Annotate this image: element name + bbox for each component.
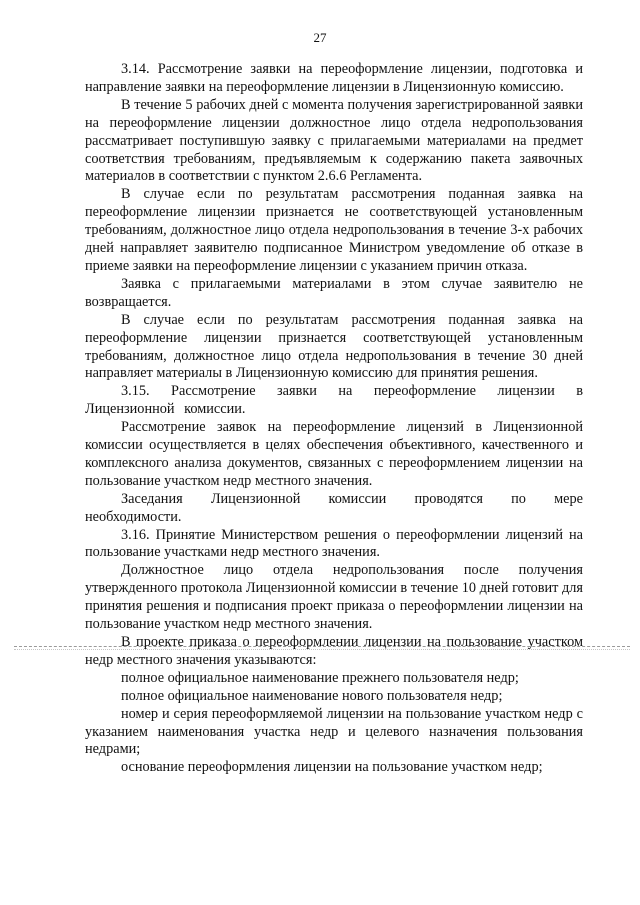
paragraph: Заявка с прилагаемыми материалами в этом случае заявителю не возвращается. [85,275,583,310]
section-heading-3-16: 3.16. Принятие Министерством решения о переоформлении лицензий на пользование участками недр местного значения. [85,526,583,561]
list-item: полное официальное наименование нового пользователя недр; [121,687,503,704]
paragraph: Должностное лицо отдела недропользования после получения утвержденного протокола Лицензионной комиссии в течение 10 дней готовит для принятия решения и подписания проект приказа о переоформлении лицензии на пользование участком недр местного значения. [85,562,583,633]
paragraph: В случае если по результатам рассмотрения поданная заявка на переоформление лицензии признается не соответствующей установленным требованиям, должностное лицо отдела недропользования в течение 3-х рабочих дней направляет заявителю подписанное Министром уведомление об отказе в приеме заявки на переоформление лицензии с указанием причин отказа. [85,186,583,274]
list-item: основание переоформления лицензии на пользование участком недр; [121,759,543,776]
paragraph: В течение 5 рабочих дней с момента получения зарегистрированной заявки на переоформление лицензии должностное лицо отдела недропользования рассматривает поступившую заявку с прилагаемыми материалами на предмет соответствия требованиям, предъявляемым к содержанию пакета заявочных материалов в соответствии с пунктом 2.6.6 Регламента. [85,96,583,185]
paragraph: В проекте приказа о переоформлении лицензии на пользование участком недр местного значения указываются: [85,634,583,668]
section-heading-3-14: 3.14. Рассмотрение заявки на переоформление лицензии, подготовка и направление заявки на переоформление лицензии в Лицензионную комиссию. [85,61,583,95]
list-item: полное официальное наименование прежнего пользователя недр; [121,669,519,686]
paragraph: Рассмотрение заявок на переоформление лицензий в Лицензионной комиссии осуществляется в целях обеспечения объективного, качественного и комплексного анализа документов, связанных с переоформлением лицензии на пользование участком недр местного значения. [85,419,583,489]
page-number: 27 [313,30,327,45]
section-heading-3-15: 3.15. Рассмотрение заявки на переоформление лицензии в Лицензионной комиссии. [85,383,583,418]
paragraph: В случае если по результатам рассмотрения поданная заявка на переоформление лицензии признается соответствующей установленным требованиям, должностное лицо отдела недропользования в течение 30 дней направляет материалы в Лицензионную комиссию для принятия решения. [85,311,583,382]
list-item: номер и серия переоформляемой лицензии на пользование участком недр с указанием наименования участка недр и целевого назначения пользования недрами; [85,705,583,758]
paragraph: Заседания Лицензионной комиссии проводятся по мере необходимости. [85,490,583,525]
document-body [85,61,583,777]
